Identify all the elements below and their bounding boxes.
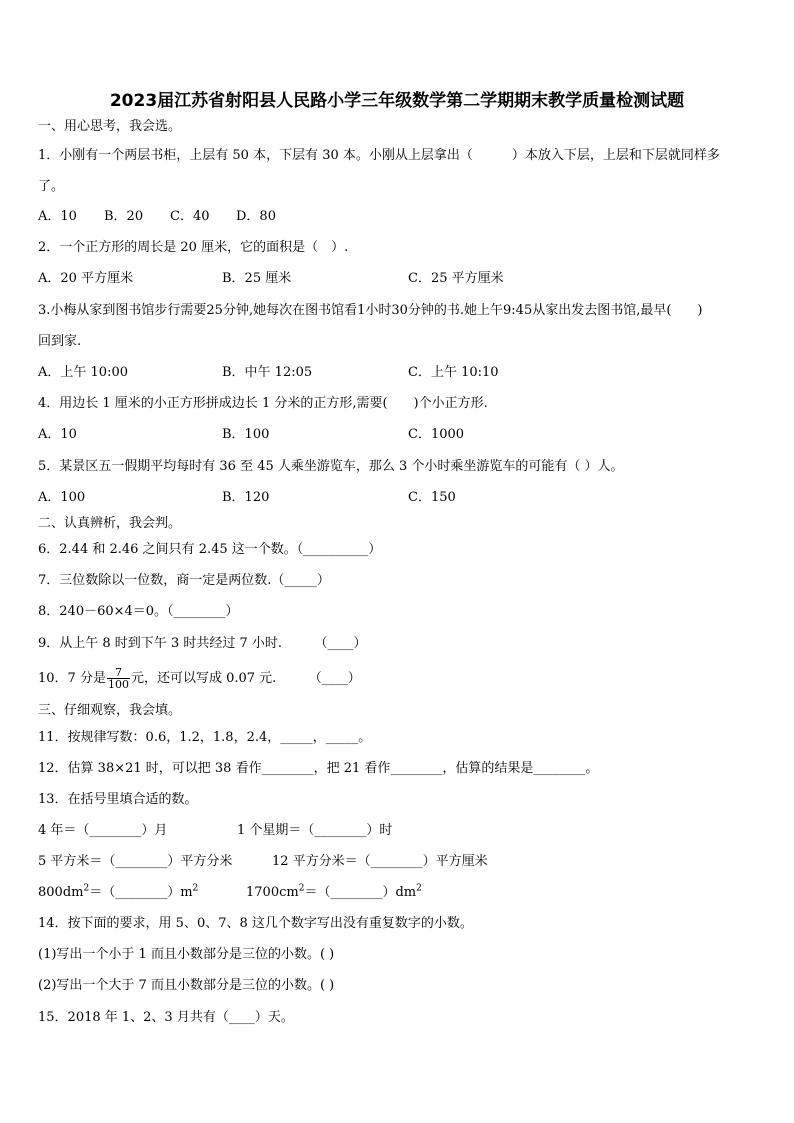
question-1-option-b: B．20 (104, 209, 144, 224)
question-6-text: 6．2.44 和 2.46 之间只有 2.45 这一个数。（__________） (38, 542, 382, 557)
question-12-text: 12．估算 38×21 时，可以把 38 看作________，把 21 看作________，估算的结果是________。 (38, 761, 599, 776)
question-8-text: 8．240－60×4＝0。（________） (38, 604, 239, 619)
fraction-numerator: 7 (107, 667, 130, 679)
fraction-denominator: 100 (107, 678, 129, 691)
unit-expression: ＝（________）m (89, 885, 193, 900)
superscript: 2 (83, 883, 90, 894)
question-13-row-2-b: 12 平方分米＝（________）平方厘米 (272, 854, 488, 869)
section-2-heading: 二、认真辨析，我会判。 (38, 516, 182, 531)
question-3-option-c: C．上午 10:10 (408, 365, 499, 380)
question-4-option-b: B．100 (222, 427, 270, 442)
unit-expression: 1700cm (246, 885, 299, 900)
question-7-text: 7．三位数除以一位数，商一定是两位数.（_____） (38, 573, 330, 588)
superscript: 2 (416, 883, 422, 894)
question-5-option-b: B．120 (222, 490, 270, 505)
question-3-option-b: B．中午 12:05 (222, 365, 313, 380)
page-title: 2023届江苏省射阳县人民路小学三年级数学第二学期期末教学质量检测试题 (109, 91, 685, 111)
question-2-option-c: C．25 平方厘米 (408, 271, 504, 286)
superscript: 2 (298, 883, 305, 894)
question-1-option-a: A．10 (38, 209, 77, 224)
question-13-row-2-a: 5 平方米＝（________）平方分米 (38, 854, 233, 869)
question-4-option-a: A．10 (38, 427, 77, 442)
question-11-text: 11．按规律写数：0.6，1.2，1.8，2.4，_____，_____。 (38, 730, 372, 745)
question-14-text: 14．按下面的要求，用 5、0、7、8 这几个数字写出没有重复数字的小数。 (38, 916, 473, 931)
fraction (107, 667, 130, 690)
question-1-line-1: 1．小刚有一个两层书柜，上层有 50 本，下层有 30 本。小刚从上层拿出（ ）本放入下层，上层和下层就同样多 (38, 148, 720, 163)
question-13-row-3-a (38, 884, 198, 902)
question-4-option-c: C．1000 (408, 427, 465, 442)
question-3-option-a: A．上午 10:00 (38, 365, 128, 380)
question-5-text: 5．某景区五一假期平均每时有 36 至 45 人乘坐游览车，那么 3 个小时乘坐游览车的可能有（ ）人。 (38, 459, 624, 474)
question-2-option-b: B．25 厘米 (222, 271, 292, 286)
question-1-option-d: D．80 (236, 209, 276, 224)
question-13-row-1-b: 1 个星期＝（________）时 (237, 823, 393, 838)
question-14-part-1: (1)写出一个小于 1 而且小数部分是三位的小数。( ) (38, 947, 335, 962)
question-9-text: 9．从上午 8 时到下午 3 时共经过 7 小时. （____） (38, 636, 367, 651)
question-2-text: 2．一个正方形的周长是 20 厘米，它的面积是（ ）. (38, 240, 349, 255)
section-3-heading: 三、仔细观察，我会填。 (38, 703, 182, 718)
question-1-option-c: C．40 (170, 209, 210, 224)
question-4-text: 4．用边长 1 厘米的小正方形拼成边长 1 分米的正方形,需要( )个小正方形. (38, 396, 488, 411)
question-5-option-c: C．150 (408, 490, 456, 505)
question-13-text: 13．在括号里填合适的数。 (38, 792, 198, 807)
question-14-part-2: (2)写出一个大于 7 而且小数部分是三位的小数。( ) (38, 978, 335, 993)
question-10-after: 元，还可以写成 0.07 元. （____） (130, 671, 361, 686)
question-1-line-2: 了。 (38, 179, 65, 194)
question-5-option-a: A．100 (38, 490, 86, 505)
question-15-text: 15．2018 年 1、2、3 月共有（____）天。 (38, 1010, 294, 1025)
question-10-before: 10．7 分是 (38, 671, 106, 686)
question-13-row-3-b (246, 884, 422, 902)
question-2-option-a: A．20 平方厘米 (38, 271, 134, 286)
question-3-line-1: 3.小梅从家到图书馆步行需要25分钟,她每次在图书馆看1小时30分钟的书.她上午9:45从家出发去图书馆,最早( ) (38, 303, 703, 318)
unit-expression: ＝（________）dm (304, 885, 417, 900)
superscript: 2 (192, 883, 199, 894)
question-10-text (38, 666, 361, 692)
question-13-row-1-a: 4 年＝（________）月 (38, 823, 168, 838)
section-1-heading: 一、用心思考，我会选。 (38, 119, 182, 134)
question-3-line-2: 回到家. (38, 334, 82, 349)
unit-expression: 800dm (38, 885, 84, 900)
